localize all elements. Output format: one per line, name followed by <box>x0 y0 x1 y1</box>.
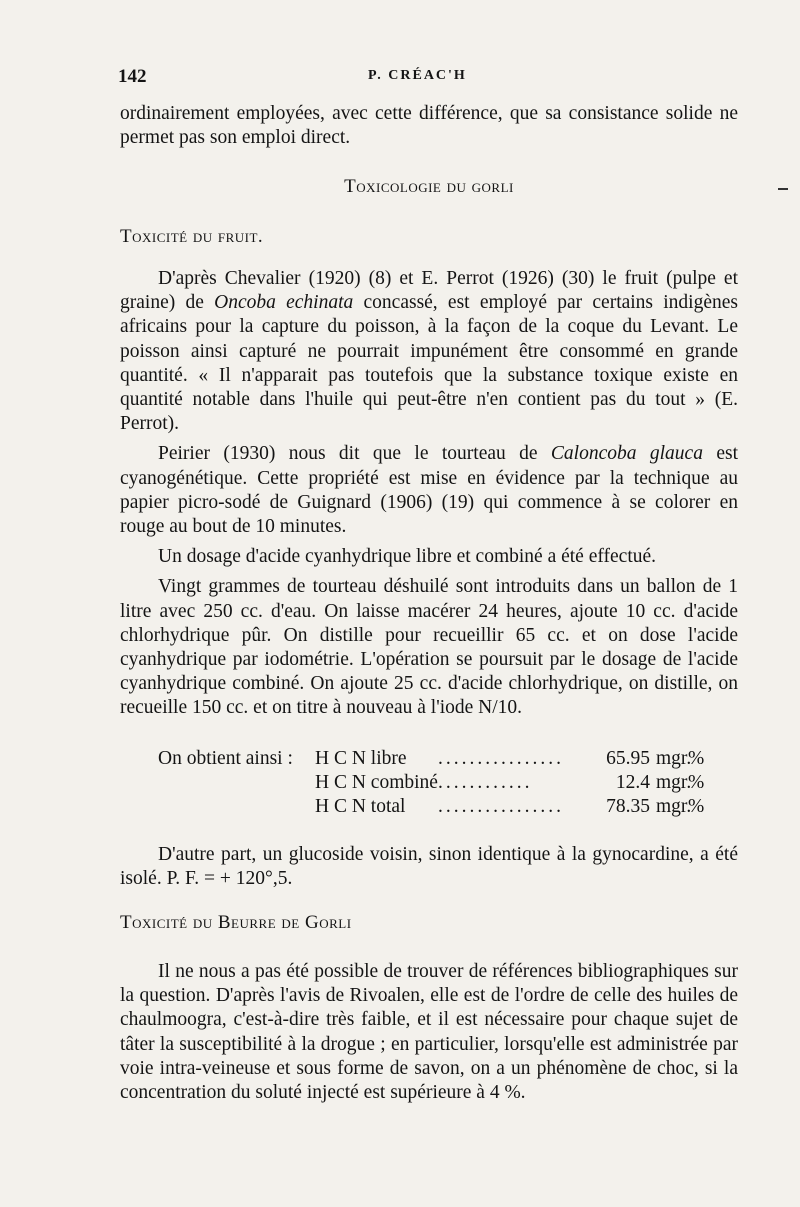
margin-mark <box>778 188 788 190</box>
p2-text-a: Peirier (1930) nous dit que le tourteau de <box>158 443 551 465</box>
paragraph-glucoside: D'autre part, un glucoside voisin, sinon identique à la gynocardine, a été isolé. P. F. = + 120°,5. <box>120 844 738 890</box>
body-block-2 <box>120 843 738 897</box>
table-row <box>158 748 738 772</box>
row-value: 65.95 <box>606 748 650 769</box>
row-unit: mgr. <box>656 796 692 817</box>
row-percent: % <box>688 796 705 817</box>
results-table <box>158 748 738 820</box>
intro-paragraph: ordinairement employées, avec cette différence, que sa consistance solide ne permet pas son emploi direct. <box>120 103 738 149</box>
row-unit: mgr. <box>656 748 692 769</box>
row-unit: mgr. <box>656 772 692 793</box>
running-header-author: P. CRÉAC'H <box>368 68 467 83</box>
table-row <box>158 796 738 820</box>
species-caloncoba: Caloncoba glauca <box>550 443 703 465</box>
intro-block <box>120 102 738 156</box>
body-block-3 <box>120 960 738 1111</box>
p1-text-b: concassé, est employé par certains indigènes africains pour la capture du poisson, à la façon de la coque du Levant. Le poisson ainsi capturé ne pourrait impunément être consommé en grande quantité. « Il n'apparait pas toutefois que la substance toxique existe en quantité notable dans l'huile qui peut-être n'en contient pas du tout » (E. Perrot). <box>120 292 739 435</box>
results-lead: On obtient ainsi : <box>158 748 293 769</box>
subsection-heading-beurre: Toxicité du Beurre de Gorli <box>120 912 352 933</box>
page-number: 142 <box>118 66 147 87</box>
paragraph-peirier <box>120 442 738 539</box>
row-label: H C N combiné <box>315 772 438 793</box>
row-percent: % <box>688 748 705 769</box>
paragraph-rivoalen: Il ne nous a pas été possible de trouver de références bibliographiques sur la question. D'après l'avis de Rivoalen, elle est de l'ordre de celle des huiles de chaulmoogra, c'est-à-dire très faible, et il est nécessaire pour chaque sujet de tâter la susceptibilité à la drogue ; en particulier, lorsqu'elle est administrée par voie intra-veineuse et sous forme de savon, on a un phénomène de choc, si la concentration du soluté injecté est supérieure à 4 %. <box>120 961 738 1104</box>
row-value: 12.4 <box>615 772 650 793</box>
table-row <box>158 772 738 796</box>
row-value: 78.35 <box>606 796 650 817</box>
paragraph-method: Vingt grammes de tourteau déshuilé sont introduits dans un ballon de 1 litre avec 250 cc. d'eau. On laisse macérer 24 heures, ajoute 10 cc. d'acide chlorhydrique pûr. On distille pour recueillir 65 cc. et on dose l'acide cyanhydrique par iodométrie. L'opération se poursuit par le dosage de l'acide cyanhydrique combiné. On ajoute 25 cc. d'acide chlorhydrique, on distille, on recueille 150 cc. et on titre à nouveau à l'iode N/10. <box>120 576 738 719</box>
row-label: H C N libre <box>315 748 407 769</box>
section-title: Toxicologie du gorli <box>344 176 514 197</box>
paragraph-dosage: Un dosage d'acide cyanhydrique libre et combiné a été effectué. <box>158 546 657 568</box>
p1-text-a: D'après Chevalier (1920) (8) et E. Perrot (1926) (30) le fruit (pulpe et graine) de <box>120 268 738 314</box>
p2-text-b: est cyanogénétique. Cette propriété est mise en évidence par la technique au papier picro-sodé de Guignard (1906) (19) qui commence à se colorer en rouge au bout de 10 minutes. <box>120 443 738 538</box>
row-percent: % <box>688 772 705 793</box>
body-block-1 <box>120 267 738 727</box>
paragraph-chevalier <box>120 267 738 436</box>
subsection-heading-fruit: Toxicité du fruit. <box>120 226 264 247</box>
row-label: H C N total <box>315 796 406 817</box>
leader-dots: ................ <box>438 796 564 817</box>
leader-dots: ................ <box>438 748 564 769</box>
species-oncoba: Oncoba echinata <box>214 292 354 314</box>
leader-dots: ............ <box>438 772 533 793</box>
